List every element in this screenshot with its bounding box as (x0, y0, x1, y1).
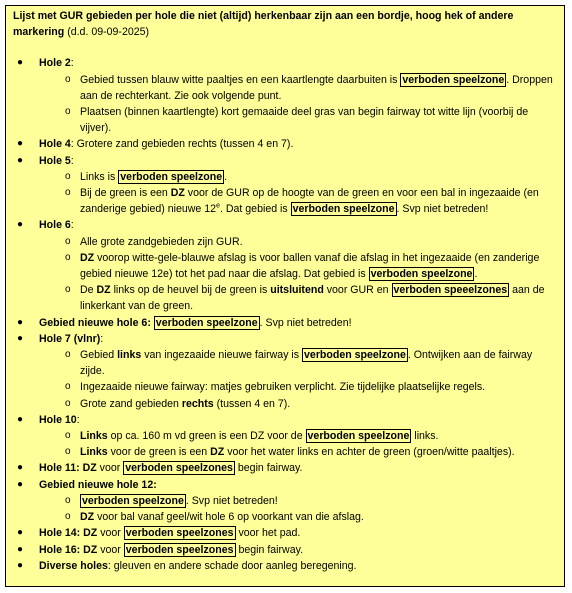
verboden-speelzones-label: verboden speelzones (125, 543, 234, 556)
list-item-new-hole-6 (13, 315, 558, 331)
hole-5-heading: Hole 5 (39, 154, 71, 167)
hole-4-heading: Hole 4 (39, 138, 71, 151)
hole-2-heading: Hole 2 (39, 57, 71, 70)
text: De (80, 284, 97, 297)
text: voor de GUR op de hoogte van de green en voor een bal in ingezaaide (en zanderige gebied) nieuwe 12 (80, 187, 539, 216)
new-hole-12-heading: Gebied nieuwe hole 12: (39, 478, 157, 491)
verboden-speelzone-label: verboden speelzone (292, 203, 395, 216)
sub-item (39, 444, 558, 460)
sub-item (39, 379, 558, 395)
sub-item (39, 234, 558, 250)
rechts-label: rechts (181, 397, 214, 410)
dz-label: DZ (80, 251, 95, 264)
text: Gebied tussen blauw witte paaltjes en een kaartlengte daarbuiten is (80, 73, 401, 86)
sub-item (39, 509, 558, 525)
text: . Svp niet betreden! (259, 316, 352, 329)
sub-bullet-icon: o (65, 251, 71, 263)
text: . Ontwijken aan de fairway zijde. (80, 349, 533, 378)
sub-item (39, 72, 558, 104)
verboden-speelzone-label: verboden speelzone (120, 170, 223, 183)
sub-item (39, 428, 558, 444)
text: . Dat gebied is (219, 203, 291, 216)
verboden-speelzone-label: verboden speelzone (402, 73, 505, 86)
diverse-holes-heading: Diverse holes (39, 559, 108, 572)
text: voor de green is een (107, 446, 211, 459)
text: Gebied (80, 349, 118, 362)
colon: : (70, 219, 74, 232)
text: voorop witte-gele-blauwe afslag is voor ballen vanaf die afslag in het ingezaaide (en zanderige gebied nieuwe 12e) tot het pad naar die afslag. Dat gebied is (80, 251, 540, 281)
text: . Droppen aan de rechterkant. Zie ook volgende punt. (80, 73, 553, 102)
bullet-icon: ● (17, 154, 24, 166)
sub-bullet-icon: o (65, 187, 71, 199)
text: voor GUR en (323, 284, 392, 297)
sub-bullet-icon: o (65, 446, 71, 458)
verboden-speelzones-label: verboden speelzones (125, 527, 234, 540)
uitsluitend-label: uitsluitend (270, 284, 324, 297)
sub-bullet-icon: o (65, 381, 71, 393)
verboden-speelzone-label: verboden speelzone (370, 268, 473, 281)
sub-item (39, 493, 558, 509)
text: voor (97, 527, 124, 540)
sub-item (39, 347, 558, 379)
list-item-diverse-holes (13, 558, 558, 574)
colon: : (76, 413, 80, 426)
bullet-icon: ● (17, 332, 24, 344)
dz-label: DZ (170, 187, 185, 200)
sublist (39, 428, 558, 460)
bullet-icon: ● (17, 478, 24, 490)
text: aan de linkerkant van de green. (80, 284, 545, 313)
dz-label: DZ (210, 446, 225, 459)
sublist (39, 347, 558, 412)
links-label: links (117, 349, 142, 362)
title-text: Lijst met GUR gebieden per hole die niet (altijd) herkenbaar zijn aan een bordje, hoog hek of andere markering (13, 10, 514, 39)
sublist (39, 234, 558, 315)
text: links op de heuvel bij de green is (110, 284, 271, 297)
hole-6-heading: Hole 6 (39, 219, 71, 232)
sub-item (39, 169, 558, 185)
sub-item (39, 250, 558, 282)
text: : Grotere zand gebieden rechts (tussen 4 en 7). (70, 138, 294, 151)
list-item-hole-10 (13, 412, 558, 461)
dz-label: DZ (96, 284, 111, 297)
verboden-speelzone-label: verboden speelzone (155, 316, 258, 329)
bullet-icon: ● (17, 462, 24, 474)
bullet-icon: ● (17, 413, 24, 425)
sub-bullet-icon: o (65, 106, 71, 118)
sub-bullet-icon: o (65, 430, 71, 442)
sublist (39, 493, 558, 525)
text: . (474, 268, 478, 281)
sub-bullet-icon: o (65, 284, 71, 296)
text: begin fairway. (234, 462, 303, 475)
hole-16-heading: Hole 16: DZ (39, 543, 98, 556)
sublist (39, 72, 558, 137)
bullet-icon: ● (17, 57, 24, 69)
bullet-icon: ● (17, 543, 24, 555)
colon: : (70, 154, 74, 167)
list-item-hole-14 (13, 525, 558, 541)
bullet-icon: ● (17, 527, 24, 539)
hole-list (13, 55, 558, 574)
sub-item (39, 104, 558, 136)
text: Plaatsen (binnen kaartlengte) kort gemaaide deel gras van begin fairway tot witte lijn (voorbij de vijver). (80, 106, 529, 135)
text: voor het water links en achter de green (groen/witte paaltjes). (224, 446, 515, 459)
list-item-hole-2 (13, 55, 558, 136)
sub-bullet-icon: o (65, 73, 71, 85)
bullet-icon: ● (17, 219, 24, 231)
sub-bullet-icon: o (65, 397, 71, 409)
text: op ca. 160 m vd green is een DZ voor de (107, 430, 306, 443)
bullet-icon: ● (17, 316, 24, 328)
text: . Svp niet betreden! (185, 494, 278, 507)
list-item-hole-6 (13, 217, 558, 314)
hole-14-heading: Hole 14: DZ (39, 527, 98, 540)
links-label: Links (80, 430, 108, 443)
text: Ingezaaide nieuwe fairway: matjes gebruiken verplicht. Zie tijdelijke plaatselijke regels. (80, 381, 486, 394)
text: voor (97, 543, 124, 556)
sub-bullet-icon: o (65, 511, 71, 523)
hole-10-heading: Hole 10 (39, 413, 77, 426)
dz-label: DZ (80, 511, 95, 524)
text: links. (411, 430, 439, 443)
text: Grote zand gebieden (80, 397, 182, 410)
list-item-hole-5 (13, 153, 558, 218)
text: . (224, 170, 228, 183)
links-label: Links (80, 446, 108, 459)
sub-bullet-icon: o (65, 235, 71, 247)
text: voor bal vanaf geel/wit hole 6 op voorkant van die afslag. (94, 511, 364, 524)
text: Links is (80, 170, 119, 183)
sub-bullet-icon: o (65, 494, 71, 506)
superscript: e (216, 202, 220, 210)
sub-bullet-icon: o (65, 349, 71, 361)
sub-bullet-icon: o (65, 170, 71, 182)
sub-item (39, 185, 558, 217)
sub-item (39, 396, 558, 412)
bullet-icon: ● (17, 559, 24, 571)
text: Bij de green is een (80, 187, 171, 200)
text: . Svp niet betreden! (396, 203, 489, 216)
bullet-icon: ● (17, 138, 24, 150)
text: voor (96, 462, 124, 475)
text: (tussen 4 en 7). (213, 397, 291, 410)
text: voor het pad. (235, 527, 301, 540)
list-item-new-hole-12 (13, 477, 558, 526)
text: : gleuven en andere schade door aanleg beregening. (107, 559, 357, 572)
new-hole-6-heading: Gebied nieuwe hole 6: (39, 316, 154, 329)
sublist (39, 169, 558, 218)
title-date: (d.d. 09-09-2025) (67, 26, 150, 39)
hole-7-heading: Hole 7 (vlnr) (39, 332, 101, 345)
verboden-speelzone-label: verboden speelzone (304, 349, 406, 362)
text: begin fairway. (235, 543, 304, 556)
list-item-hole-7 (13, 331, 558, 412)
text: Alle grote zandgebieden zijn GUR. (80, 235, 243, 248)
list-item-hole-16 (13, 542, 558, 558)
colon: : (100, 332, 104, 345)
verboden-speelzones-label: verboden speelzones (125, 462, 233, 475)
document-title (13, 8, 558, 40)
gur-document (5, 5, 565, 587)
verboden-speelzones-label: verboden speeelzones (393, 284, 508, 297)
sub-item (39, 282, 558, 314)
hole-11-heading: Hole 11: DZ (39, 462, 97, 475)
colon: : (70, 57, 74, 70)
list-item-hole-4 (13, 136, 558, 152)
verboden-speelzone-label: verboden speelzone (82, 494, 184, 507)
text: van ingezaaide nieuwe fairway is (141, 349, 303, 362)
list-item-hole-11 (13, 460, 558, 476)
verboden-speelzone-label: verboden speelzone (307, 430, 410, 443)
